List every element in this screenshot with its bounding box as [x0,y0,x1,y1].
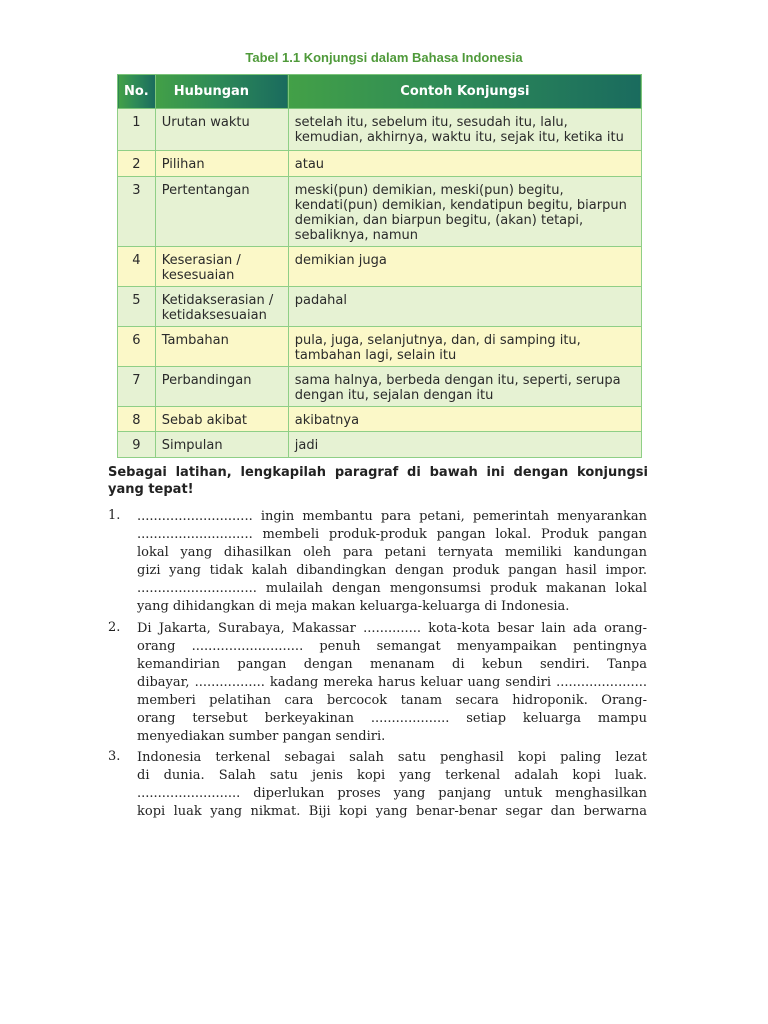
row-examples: padahal [288,287,641,327]
paragraph-line: dibayar, ................. kadang mereka harus keluar uang sendiri ...................... [137,675,647,690]
row-examples: jadi [288,432,641,458]
table-row [118,151,642,177]
row-examples: atau [288,151,641,177]
row-examples: akibatnya [288,407,641,432]
paragraph-line: ............................ ingin membantu para petani, pemerintah menyarankan [137,509,647,524]
row-number: 6 [118,327,156,367]
paragraph-line: Indonesia terkenal sebagai salah satu penghasil kopi paling lezat [137,750,647,765]
conjunction-table [117,74,642,458]
table-row [118,177,642,247]
row-relation: Urutan waktu [155,109,288,151]
exercise-instruction: Sebagai latihan, lengkapilah paragraf di bawah ini dengan konjungsi yang tepat! [108,465,648,497]
paragraph-line: ......................... diperlukan proses yang panjang untuk menghasilkan [137,786,647,801]
paragraph-line: orang tersebut berkeyakinan ................... setiap keluarga mampu [137,711,647,726]
paragraph-line: orang ........................... penuh semangat menyampaikan pentingnya [137,639,647,654]
table-caption: Tabel 1.1 Konjungsi dalam Bahasa Indonesia [245,50,523,65]
row-examples: setelah itu, sebelum itu, sesudah itu, lalu, kemudian, akhirnya, waktu itu, sejak itu, ketika itu [288,109,641,151]
paragraph-line: gizi yang tidak kalah dibandingkan dengan produk pangan hasil impor. [137,563,647,578]
header-no: No. [118,75,156,109]
row-number: 5 [118,287,156,327]
paragraph-line: lokal yang dihasilkan oleh para petani ternyata memiliki kandungan [137,545,647,560]
row-relation: Ketidakserasian / ketidaksesuaian [155,287,288,327]
header-examples: Contoh Konjungsi [288,75,641,109]
header-relation: Hubungan [155,75,288,109]
paragraph-line: di dunia. Salah satu jenis kopi yang terkenal adalah kopi luak. [137,768,647,783]
table-row [118,367,642,407]
paragraph-line: memberi pelatihan cara bercocok tanam secara hidroponik. Orang- [137,693,647,708]
table-row [118,247,642,287]
row-number: 8 [118,407,156,432]
row-number: 2 [118,151,156,177]
row-relation: Pertentangan [155,177,288,247]
table-row [118,432,642,458]
paragraph-line: ............................. mulailah dengan mengonsumsi produk makanan lokal [137,581,647,596]
row-number: 3 [118,177,156,247]
row-relation: Tambahan [155,327,288,367]
item-number: 1. [108,508,121,523]
paragraph-line: kopi luak yang nikmat. Biji kopi yang benar-benar segar dan berwarna [137,804,647,819]
row-relation: Pilihan [155,151,288,177]
table-row [118,109,642,151]
row-relation: Perbandingan [155,367,288,407]
table-row [118,287,642,327]
row-examples: demikian juga [288,247,641,287]
table-header-row [118,75,642,109]
row-number: 4 [118,247,156,287]
row-relation: Simpulan [155,432,288,458]
row-relation: Sebab akibat [155,407,288,432]
item-number: 3. [108,749,121,764]
row-examples: sama halnya, berbeda dengan itu, seperti, serupa dengan itu, sejalan dengan itu [288,367,641,407]
row-number: 9 [118,432,156,458]
table-row [118,407,642,432]
row-relation: Keserasian / kesesuaian [155,247,288,287]
paragraph-line: kemandirian pangan dengan menanam di kebun sendiri. Tanpa [137,657,647,672]
paragraph-line: menyediakan sumber pangan sendiri. [137,729,386,744]
table-row [118,327,642,367]
item-number: 2. [108,620,121,635]
paragraph-line: yang dihidangkan di meja makan keluarga-keluarga di Indonesia. [137,599,570,614]
row-examples: meski(pun) demikian, meski(pun) begitu, kendati(pun) demikian, kendatipun begitu, biarpun demikian, dan biarpun begitu, (akan) tetapi, sebaliknya, namun [288,177,641,247]
paragraph-line: Di Jakarta, Surabaya, Makassar .............. kota-kota besar lain ada orang- [137,621,647,636]
row-examples: pula, juga, selanjutnya, dan, di samping itu, tambahan lagi, selain itu [288,327,641,367]
paragraph-line: ............................ membeli produk-produk pangan lokal. Produk pangan [137,527,647,542]
row-number: 1 [118,109,156,151]
row-number: 7 [118,367,156,407]
